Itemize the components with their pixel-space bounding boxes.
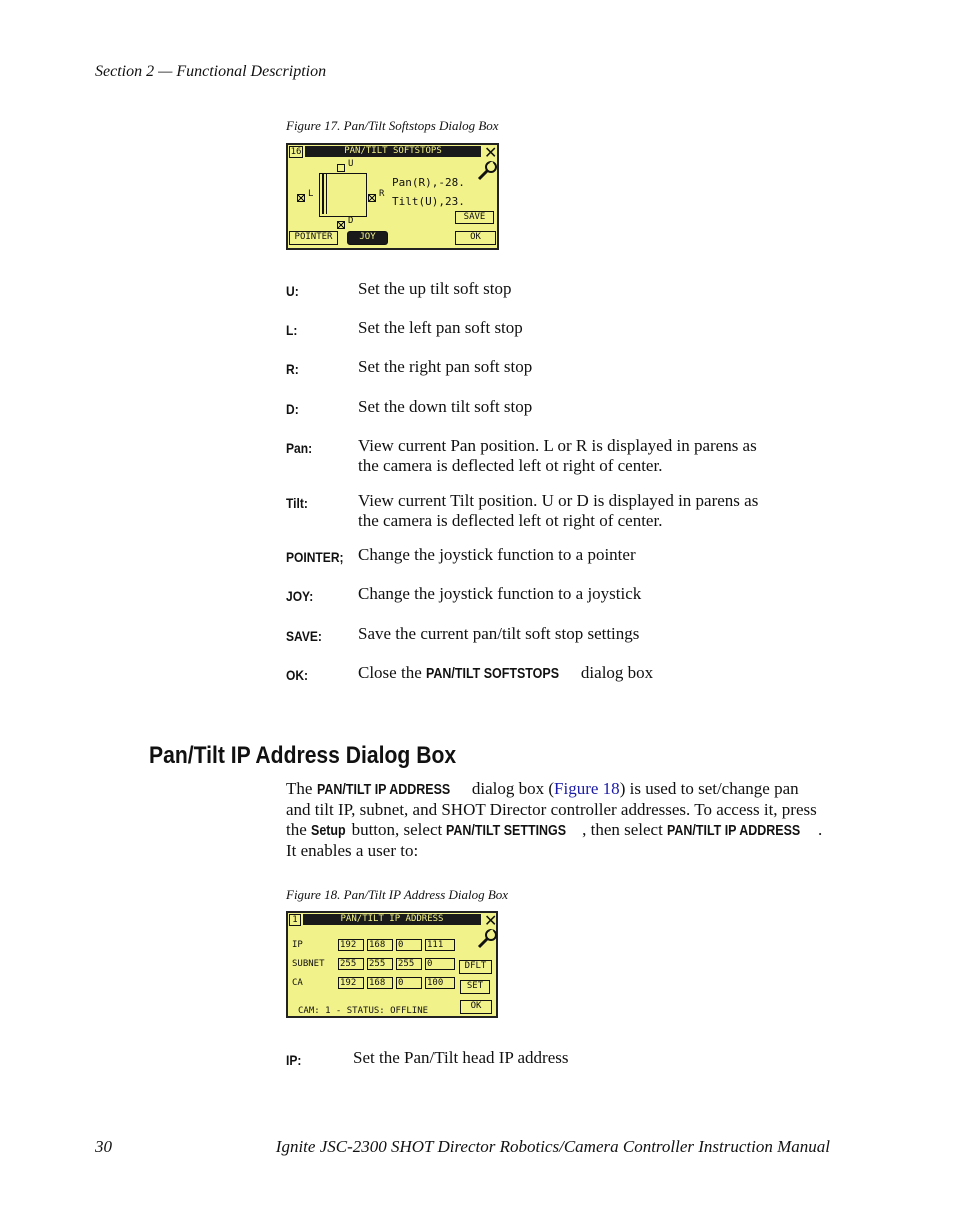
desc-pan: View current Pan position. L or R is displayed in parens as the camera is deflected left ot right of center. [358,436,757,475]
term-u: U: [286,283,299,299]
para-text-4: button, select [347,820,447,839]
term-r: R: [286,361,299,377]
figure-18-caption: Figure 18. Pan/Tilt IP Address Dialog Box [286,887,509,902]
l-checkbox [297,189,305,207]
status-line: CAM: 1 - STATUS: OFFLINE [298,1006,429,1016]
term-ip: IP: [286,1052,302,1068]
subnet-octet: 255 [367,958,393,970]
para-keyword-4: PAN/TILT IP ADDRESS [667,823,801,839]
l-label: L [308,189,314,199]
para-text-3: ) is used to set/change pan and tilt IP, subnet, and SHOT Director controller addresses. To access it, press the [286,779,817,839]
save-button: SAVE [455,211,494,224]
desc-l: Set the left pan soft stop [358,318,523,337]
para-text-5: , then select [582,820,668,839]
r-checkbox [368,189,376,207]
ca-row-label: CA [292,978,303,988]
para-text-6: . It enables a user to: [286,820,823,860]
para-keyword-3: PAN/TILT SETTINGS [446,823,567,839]
desc-d: Set the down tilt soft stop [358,397,533,416]
dialog-number: 1 [289,914,301,926]
term-d: D: [286,401,299,417]
page-number: 30 [95,1137,112,1156]
desc-ok-pre: Close the [358,663,426,682]
term-save: SAVE: [286,628,322,644]
term-ok: OK: [286,667,309,683]
d-label: D [348,216,354,226]
ip-address-dialog-image [286,911,498,1018]
term-tilt: Tilt: [286,495,308,511]
ok-button: OK [460,1000,492,1014]
tilt-readout: Tilt(U),23. [392,195,465,208]
footer-title: Ignite JSC-2300 SHOT Director Robotics/Camera Controller Instruction Manual [275,1137,830,1156]
subnet-row-label: SUBNET [292,959,325,969]
close-icon: ✕ [484,143,498,162]
ip-octet: 0 [396,939,422,951]
intro-paragraph [286,779,826,861]
para-keyword-1: PAN/TILT IP ADDRESS [316,782,450,798]
para-text-2: dialog box ( [467,779,555,798]
ca-octet: 0 [396,977,422,989]
ca-octet: 192 [338,977,364,989]
subnet-octet: 255 [396,958,422,970]
ip-octet: 192 [338,939,364,951]
pan-readout: Pan(R),-28. [392,176,465,189]
dialog-number: 16 [290,147,302,157]
ca-octet: 168 [367,977,393,989]
subnet-octet: 0 [425,958,455,970]
desc-joy: Change the joystick function to a joystick [358,584,642,603]
term-joy: JOY: [286,588,314,604]
dflt-button: DFLT [459,960,492,974]
ip-row-label: IP [292,940,303,950]
joy-button: JOY [347,231,388,245]
desc-ok-keyword: PAN/TILT SOFTSTOPS [426,666,560,682]
ok-button: OK [455,231,496,245]
desc-r: Set the right pan soft stop [358,357,533,376]
desc-ip: Set the Pan/Tilt head IP address [353,1048,569,1067]
u-label: U [348,159,354,169]
dialog-title: PAN/TILT IP ADDRESS [303,914,481,925]
figure-18-link[interactable]: Figure 18 [554,779,620,798]
wrench-icon [476,928,498,950]
para-keyword-2: Setup [311,823,346,839]
ip-octet: 111 [425,939,455,951]
desc-u: Set the up tilt soft stop [358,279,512,298]
desc-ok-post: dialog box [576,663,654,682]
ca-octet: 100 [425,977,455,989]
subnet-octet: 255 [338,958,364,970]
desc-save: Save the current pan/tilt soft stop settings [358,624,640,643]
close-icon: ✕ [484,911,498,930]
softstops-dialog-image [286,143,499,250]
r-label: R [379,189,385,199]
wrench-icon [476,160,498,182]
para-text-1: The [286,779,317,798]
term-pointer: POINTER; [286,549,344,565]
desc-ok [358,663,798,684]
desc-tilt: View current Tilt position. U or D is displayed in parens as the camera is deflected left ot right of center. [358,491,759,530]
d-checkbox [337,216,345,234]
dialog-title: PAN/TILT SOFTSTOPS [305,146,481,157]
desc-pointer: Change the joystick function to a pointer [358,545,636,564]
pointer-button: POINTER [289,231,338,245]
running-header: Section 2 — Functional Description [95,63,327,80]
set-button: SET [460,980,490,994]
term-l: L: [286,322,298,338]
ip-octet: 168 [367,939,393,951]
section-heading: Pan/Tilt IP Address Dialog Box [149,742,457,769]
term-pan: Pan: [286,440,313,456]
pan-tilt-square [319,173,367,217]
figure-17-caption: Figure 17. Pan/Tilt Softstops Dialog Box [286,118,499,133]
